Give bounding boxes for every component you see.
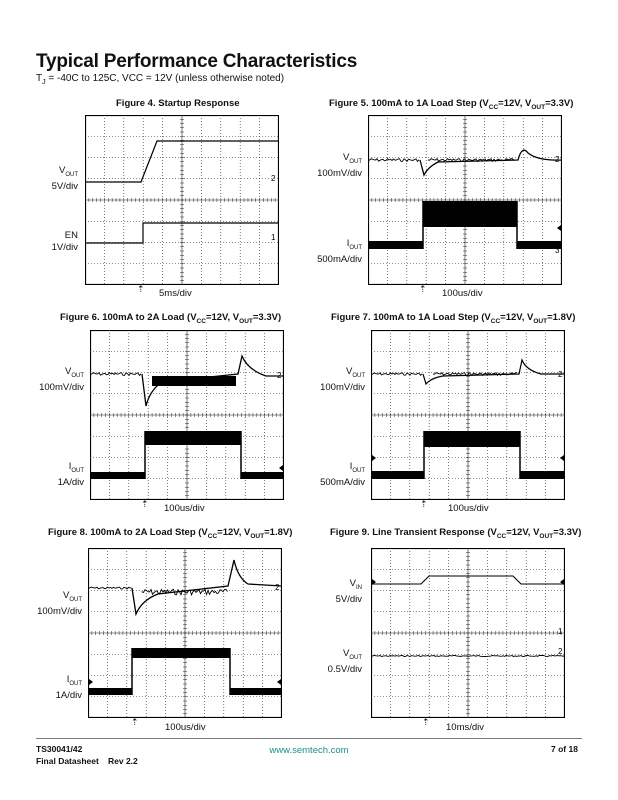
vout-noise-band bbox=[152, 376, 236, 386]
figure-5-trigger-marker: ⇡ bbox=[419, 284, 427, 294]
figure-4-trigger-marker: ⇡ bbox=[137, 284, 145, 294]
ch1-marker-label: 1 bbox=[558, 627, 563, 636]
figure-7-ch1-label: $V_{OUT}$ 100mV/div bbox=[320, 366, 365, 393]
figure-5-time-scale: 100us/div bbox=[442, 288, 483, 299]
figure-6-ch2-label: $I_{OUT}$ 1A/div bbox=[57, 461, 84, 488]
ch1-marker-label: 1 bbox=[271, 233, 276, 242]
iout-low-band bbox=[368, 241, 423, 249]
footer-url[interactable]: www.semtech.com bbox=[269, 745, 349, 756]
ch3-marker-label: 3 bbox=[555, 246, 560, 255]
figure-6-ch1-label: $V_{OUT}$ 100mV/div bbox=[39, 366, 84, 393]
footer-revision: Rev 2.2 bbox=[108, 756, 138, 766]
figure-9-scope bbox=[371, 548, 565, 718]
ch3-marker-label: 3 bbox=[277, 471, 282, 480]
figure-8-time-scale: 100us/div bbox=[165, 722, 206, 733]
iout-low-band bbox=[371, 471, 424, 479]
figure-9-trigger-marker: ⇡ bbox=[422, 717, 430, 727]
figure-4-time-scale: 5ms/div bbox=[159, 288, 192, 299]
figure-8-ch2-label: $I_{OUT}$ 1A/div bbox=[55, 674, 82, 701]
figure-7-ch2-label: $I_{OUT}$ 500mA/div bbox=[320, 461, 365, 488]
footer-divider bbox=[36, 738, 582, 739]
ch3-marker-label: 3 bbox=[275, 687, 280, 696]
footer-status: Final Datasheet bbox=[36, 756, 99, 766]
figure-6-scope bbox=[90, 330, 284, 500]
ch2-marker-label: 2 bbox=[558, 370, 563, 379]
figure-8-trigger-marker: ⇡ bbox=[131, 717, 139, 727]
figure-4-ch1-label: $V_{OUT}$ 5V/div bbox=[51, 165, 78, 192]
figure-7-trigger-marker: ⇡ bbox=[420, 499, 428, 509]
figure-8-ch1-label: $V_{OUT}$ 100mV/div bbox=[37, 590, 82, 617]
iout-high-band bbox=[423, 201, 517, 227]
figure-6-time-scale: 100us/div bbox=[164, 503, 205, 514]
figure-6-caption: Figure 6. 100mA to 2A Load ($V_{CC}=12V$, $V_{OUT}=3.3V$) bbox=[60, 312, 282, 325]
footer-part-number: TS30041/42 bbox=[36, 744, 83, 754]
iout-high-band bbox=[424, 431, 520, 447]
figure-4-caption: Figure 4. Startup Response bbox=[116, 98, 240, 109]
figure-4-scope bbox=[85, 115, 279, 285]
figure-7-caption: Figure 7. 100mA to 1A Load Step ($V_{CC}=12V$, $V_{OUT}=1.8V$) bbox=[331, 312, 576, 325]
figure-9-ch2-label: $V_{OUT}$ 0.5V/div bbox=[327, 648, 362, 675]
ch2-marker-label: 2 bbox=[271, 174, 276, 183]
figure-5-ch2-label: $I_{OUT}$ 500mA/div bbox=[317, 238, 362, 265]
ch3-marker-label: 3 bbox=[558, 471, 563, 480]
figure-8-caption: Figure 8. 100mA to 2A Load Step ($V_{CC}=12V$, $V_{OUT}=1.8V$) bbox=[48, 527, 293, 540]
figure-9-caption: Figure 9. Line Transient Response ($V_{CC}=12V$, $V_{OUT}=3.3V$) bbox=[330, 527, 582, 540]
ch2-marker-label: 2 bbox=[558, 647, 563, 656]
iout-high-band bbox=[132, 648, 230, 658]
iout-low-band bbox=[90, 472, 145, 479]
ch2-marker-label: 2 bbox=[277, 371, 282, 380]
conditions-note: $T_J = -40C$ to 125C, VCC = 12V (unless otherwise noted) bbox=[36, 73, 285, 86]
figure-5-ch1-label: $V_{OUT}$ 100mV/div bbox=[317, 152, 362, 179]
figure-6-trigger-marker: ⇡ bbox=[141, 499, 149, 509]
figure-7-scope bbox=[371, 330, 565, 500]
ch2-marker-label: 2 bbox=[555, 155, 560, 164]
figure-8-scope bbox=[88, 548, 282, 718]
iout-low-band bbox=[88, 688, 132, 695]
page-title: Typical Performance Characteristics bbox=[36, 51, 358, 72]
iout-high-band bbox=[145, 431, 241, 445]
footer-page-number: 7 of 18 bbox=[551, 744, 578, 754]
figure-4-ch2-label: EN 1V/div bbox=[51, 230, 78, 253]
ch2-marker-label: 2 bbox=[275, 583, 280, 592]
figure-9-time-scale: 10ms/div bbox=[446, 722, 485, 733]
figure-5-caption: Figure 5. 100mA to 1A Load Step ($V_{CC}=12V$, $V_{OUT}=3.3V$) bbox=[329, 98, 574, 111]
figure-5-scope bbox=[368, 115, 562, 285]
figure-7-time-scale: 100us/div bbox=[448, 503, 489, 514]
figure-9-ch1-label: $V_{IN}$ 5V/div bbox=[335, 578, 362, 605]
